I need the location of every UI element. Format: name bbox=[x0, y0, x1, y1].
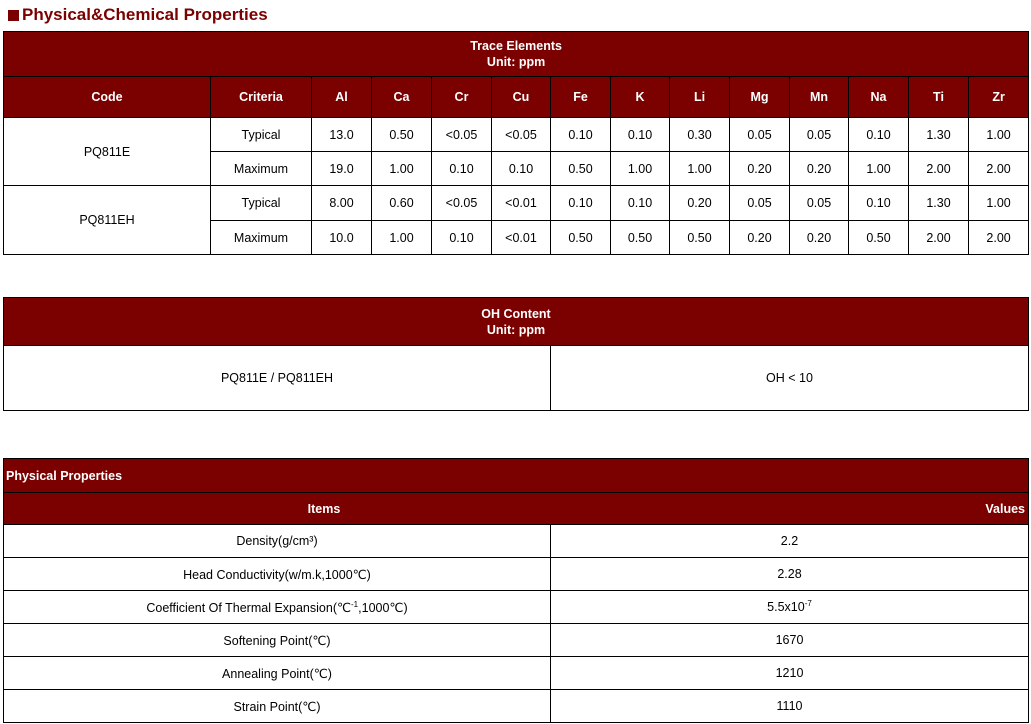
value-cell: 1.00 bbox=[372, 152, 432, 186]
trace-elements-unit: Unit: ppm bbox=[486, 55, 546, 69]
value-cell: 1.00 bbox=[372, 221, 432, 255]
property-name: Density(g/cm³) bbox=[4, 525, 551, 558]
value-cell: 0.20 bbox=[790, 221, 849, 255]
property-value: 1210 bbox=[551, 657, 1029, 690]
value-cell: 0.20 bbox=[730, 152, 790, 186]
value-cell: <0.05 bbox=[432, 118, 492, 152]
value-cell: 0.50 bbox=[611, 221, 670, 255]
value-cell: 0.10 bbox=[432, 152, 492, 186]
value-cell: <0.01 bbox=[492, 221, 551, 255]
value-cell: 2.00 bbox=[969, 221, 1029, 255]
value-cell: 0.50 bbox=[551, 221, 611, 255]
table-row bbox=[4, 690, 1029, 723]
value-cell: 0.05 bbox=[790, 186, 849, 221]
table-row bbox=[4, 591, 1029, 624]
value-cell: 1.00 bbox=[670, 152, 730, 186]
value-cell: 0.20 bbox=[670, 186, 730, 221]
criteria-cell: Maximum bbox=[211, 221, 312, 255]
value-cell: 0.05 bbox=[730, 118, 790, 152]
property-value: 2.2 bbox=[551, 525, 1029, 558]
physical-properties-title: Physical Properties bbox=[4, 459, 1029, 493]
value-cell: 19.0 bbox=[312, 152, 372, 186]
col-header-element: K bbox=[611, 77, 670, 118]
value-cell: 2.00 bbox=[909, 152, 969, 186]
property-value bbox=[551, 591, 1029, 624]
value-cell: 0.10 bbox=[492, 152, 551, 186]
value-cell: 0.10 bbox=[611, 118, 670, 152]
value-cell: 0.20 bbox=[730, 221, 790, 255]
table-row bbox=[4, 624, 1029, 657]
oh-content-title: OH Content bbox=[481, 306, 551, 321]
value-cell: 1.00 bbox=[969, 118, 1029, 152]
property-value: 2.28 bbox=[551, 558, 1029, 591]
criteria-cell: Typical bbox=[211, 186, 312, 221]
col-header-element: Fe bbox=[551, 77, 611, 118]
physical-header-row bbox=[4, 493, 1029, 525]
physical-properties-table bbox=[3, 458, 1029, 723]
col-header-element: Li bbox=[670, 77, 730, 118]
oh-value-cell: OH < 10 bbox=[551, 346, 1029, 411]
value-cell: 0.10 bbox=[849, 186, 909, 221]
value-cell: 10.0 bbox=[312, 221, 372, 255]
property-name-text: Coefficient Of Thermal Expansion(℃ bbox=[146, 600, 352, 615]
table-row bbox=[4, 525, 1029, 558]
value-cell: 1.00 bbox=[611, 152, 670, 186]
value-cell: 0.10 bbox=[551, 186, 611, 221]
value-cell: 0.10 bbox=[611, 186, 670, 221]
value-cell: 0.60 bbox=[372, 186, 432, 221]
table-row bbox=[4, 186, 1029, 221]
value-cell: 8.00 bbox=[312, 186, 372, 221]
col-header-items: Items bbox=[307, 501, 341, 516]
col-header-criteria: Criteria bbox=[211, 77, 312, 118]
property-value: 1670 bbox=[551, 624, 1029, 657]
criteria-cell: Maximum bbox=[211, 152, 312, 186]
oh-content-unit: Unit: ppm bbox=[486, 322, 546, 337]
property-name bbox=[4, 591, 551, 624]
property-value-base: 5.5x10 bbox=[767, 600, 805, 614]
col-header-element: Al bbox=[312, 77, 372, 118]
col-header-element: Mg bbox=[730, 77, 790, 118]
section-heading-text: Physical&Chemical Properties bbox=[22, 5, 268, 24]
value-cell: <0.05 bbox=[432, 186, 492, 221]
value-cell: 2.00 bbox=[909, 221, 969, 255]
property-name-text: ,1000℃) bbox=[358, 600, 408, 615]
col-header-element: Cr bbox=[432, 77, 492, 118]
property-name: Annealing Point(℃) bbox=[4, 657, 551, 690]
oh-content-table bbox=[3, 297, 1029, 411]
trace-elements-title: Trace Elements bbox=[470, 39, 562, 53]
value-cell: 0.20 bbox=[790, 152, 849, 186]
property-name: Head Conductivity(w/m.k,1000℃) bbox=[4, 558, 551, 591]
value-cell: 0.10 bbox=[432, 221, 492, 255]
table-row bbox=[4, 657, 1029, 690]
value-cell: 0.05 bbox=[730, 186, 790, 221]
col-header-element: Ti bbox=[909, 77, 969, 118]
trace-elements-title-cell bbox=[4, 32, 1029, 77]
value-cell: 1.00 bbox=[969, 186, 1029, 221]
col-header-element: Cu bbox=[492, 77, 551, 118]
table-row bbox=[4, 346, 1029, 411]
section-heading bbox=[8, 4, 268, 26]
superscript: -1 bbox=[351, 599, 359, 609]
value-cell: 0.50 bbox=[372, 118, 432, 152]
property-name: Strain Point(℃) bbox=[4, 690, 551, 723]
col-header-element: Ca bbox=[372, 77, 432, 118]
table-row bbox=[4, 558, 1029, 591]
value-cell: <0.05 bbox=[492, 118, 551, 152]
value-cell: 0.10 bbox=[551, 118, 611, 152]
value-cell: 13.0 bbox=[312, 118, 372, 152]
value-cell: <0.01 bbox=[492, 186, 551, 221]
value-cell: 2.00 bbox=[969, 152, 1029, 186]
value-cell: 0.30 bbox=[670, 118, 730, 152]
col-header-values: Values bbox=[985, 501, 1025, 516]
property-name: Softening Point(℃) bbox=[4, 624, 551, 657]
value-cell: 1.00 bbox=[849, 152, 909, 186]
value-cell: 1.30 bbox=[909, 118, 969, 152]
trace-elements-table bbox=[3, 31, 1029, 255]
value-cell: 0.10 bbox=[849, 118, 909, 152]
col-header-element: Zr bbox=[969, 77, 1029, 118]
criteria-cell: Typical bbox=[211, 118, 312, 152]
product-code: PQ811E bbox=[4, 118, 211, 186]
oh-content-title-cell bbox=[4, 298, 1029, 346]
square-bullet-icon bbox=[8, 10, 19, 21]
col-header-code: Code bbox=[4, 77, 211, 118]
value-cell: 0.05 bbox=[790, 118, 849, 152]
property-value: 1110 bbox=[551, 690, 1029, 723]
value-cell: 0.50 bbox=[670, 221, 730, 255]
col-header-element: Na bbox=[849, 77, 909, 118]
oh-product-cell: PQ811E / PQ811EH bbox=[4, 346, 551, 411]
value-cell: 0.50 bbox=[551, 152, 611, 186]
value-cell: 0.50 bbox=[849, 221, 909, 255]
product-code: PQ811EH bbox=[4, 186, 211, 255]
col-header-element: Mn bbox=[790, 77, 849, 118]
table-row bbox=[4, 118, 1029, 152]
value-cell: 1.30 bbox=[909, 186, 969, 221]
superscript: -7 bbox=[804, 598, 812, 608]
